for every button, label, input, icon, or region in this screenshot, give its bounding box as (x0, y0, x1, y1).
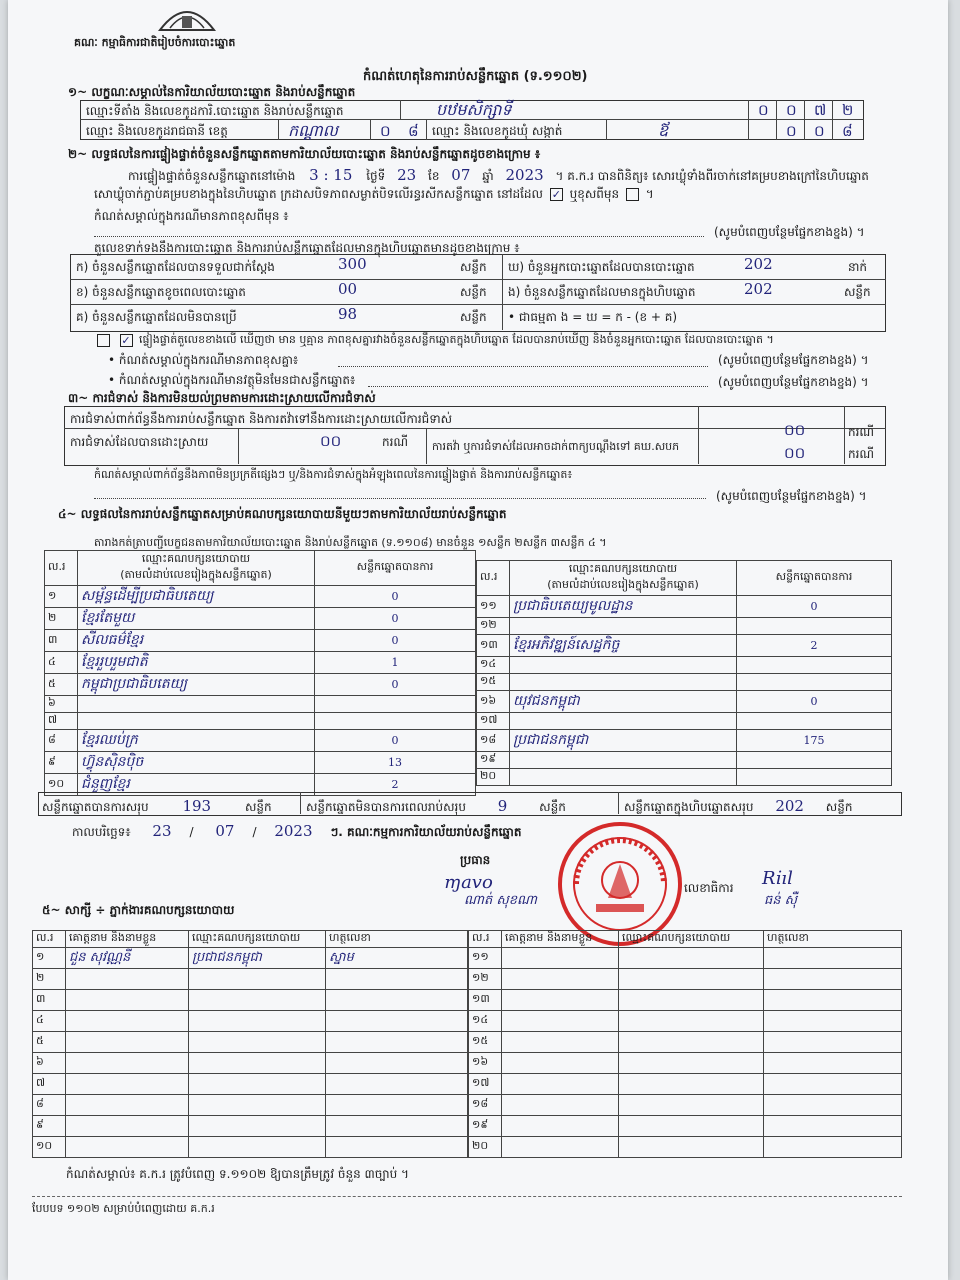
witness-party (619, 1053, 764, 1074)
date-year: 2023 (274, 822, 313, 840)
witness-signature (326, 969, 468, 990)
verify-time: 3 : 15 (309, 166, 353, 184)
verify-line: ការផ្ទៀងផ្ទាត់ចំនួនសន្លឹកឆ្នោតនៅម៉ោង 3 : 15 ថ្ងៃទី 23 ខែ 07 ឆ្នាំ 2023 ។ គ.ក.រ បានពិនិត្យ៖ សោរឃ្លុំទាំងពីរចាក់នៅគម្របខាងក្រៅនៃហិបឆ្នោត (128, 166, 869, 184)
col-no-right: ល.រ (477, 561, 510, 596)
row-number: ១៨ (477, 730, 510, 752)
fig-e-label: ង) ចំនួនសន្លឹកឆ្នោតដែលមានក្នុងហិបឆ្នោត (508, 285, 696, 299)
fig-c-value: 98 (338, 305, 358, 323)
witness-party: ប្រជាជនកម្ពុជា (189, 948, 326, 969)
witness-row (33, 1053, 468, 1074)
row-number: ៩ (45, 752, 78, 774)
result-row (477, 752, 892, 769)
witness-row (469, 948, 902, 969)
witness-signature (326, 1032, 468, 1053)
witness-row (469, 1074, 902, 1095)
witness-signature (326, 1137, 468, 1158)
party-votes: 2 (737, 635, 892, 657)
row-number: ១៣ (477, 635, 510, 657)
witness-name: ជួន សុវណ្ណនី (66, 948, 189, 969)
witness-name (502, 1137, 619, 1158)
witness-row (469, 1095, 902, 1116)
party-name: ហ៊្វុនស៊ិនប៉ិច (78, 752, 315, 774)
col-votes: សន្លឹកឆ្នោតបានការ (315, 551, 476, 586)
party-votes: 0 (315, 630, 476, 652)
objection-row2b-value: ០០ (784, 444, 806, 462)
witness-party (189, 1011, 326, 1032)
secretary-signature: Rı̇ıl (762, 868, 793, 889)
witness-row (33, 990, 468, 1011)
witness-name (66, 1011, 189, 1032)
fig-b-label: ខ) ចំនួនសន្លឹកឆ្នោតខូចពេលបោះឆ្នោត (76, 285, 246, 299)
party-votes (737, 769, 892, 786)
footnote: កំណត់សម្គាល់៖ គ.ក.រ ត្រូវបំពេញ ទ.១១០២ ឱ្យបានត្រឹមត្រូវ ចំនួន ៣ច្បាប់ ។ (66, 1167, 409, 1181)
fig-b-unit: សន្លឹក (460, 285, 487, 299)
witness-row (469, 1053, 902, 1074)
witness-signature (764, 1137, 902, 1158)
witness-signature: ស្នាម (326, 948, 468, 969)
witness-signature (326, 1095, 468, 1116)
witness-row (33, 1116, 468, 1137)
result-row (477, 635, 892, 657)
results-table-left (44, 550, 476, 796)
witness-signature (326, 1011, 468, 1032)
witness-name (66, 1053, 189, 1074)
row-number: ២ (33, 969, 66, 990)
total-box-value: 202 (775, 797, 804, 815)
row-number: ១៥ (477, 674, 510, 691)
witness-party (189, 1116, 326, 1137)
party-votes (737, 752, 892, 769)
note-object: • កំណត់សម្គាល់ក្នុងករណីមានវត្ថុមិនមែនជាសន្លឹកឆ្នោត៖ (108, 373, 356, 387)
witness-table-left (32, 930, 468, 1158)
witness-row (33, 1032, 468, 1053)
witness-name (66, 1137, 189, 1158)
row-number: ១៦ (477, 691, 510, 713)
w-col-sign-right: ហត្ថលេខា (764, 931, 902, 948)
party-votes: 0 (315, 608, 476, 630)
row-number: ៥ (45, 674, 78, 696)
commune-code-2: ០ (814, 122, 825, 140)
fig-c-label: គ) ចំនួនសន្លឹកឆ្នោតដែលមិនបានប្រើ (76, 310, 237, 324)
party-name (78, 713, 315, 730)
fig-d-value: 202 (744, 255, 773, 273)
row-number: ២០ (477, 769, 510, 786)
party-name: ខ្មែរអភិវឌ្ឍន៍សេដ្ឋកិច្ច (510, 635, 737, 657)
witness-table-right (468, 930, 902, 1158)
row-number: ១០ (33, 1137, 66, 1158)
party-votes (315, 696, 476, 713)
witness-party (189, 1074, 326, 1095)
party-votes: 0 (315, 730, 476, 752)
row-number: ១១ (469, 948, 502, 969)
witness-signature (326, 1074, 468, 1095)
secretary-title: លេខាធិការ (684, 881, 734, 895)
objection-row2b-unit: ករណី (848, 447, 875, 461)
row-number: ១០ (45, 774, 78, 796)
date-day: 23 (152, 822, 172, 840)
row-number: ១៤ (469, 1011, 502, 1032)
result-row (477, 596, 892, 618)
add-note-4: (សូមបំពេញបន្ថែមផ្នែកខាងខ្នង) ។ (716, 489, 867, 503)
party-name (510, 674, 737, 691)
party-votes (737, 657, 892, 674)
party-votes: 0 (737, 596, 892, 618)
result-row (45, 696, 476, 713)
party-votes: 0 (737, 691, 892, 713)
witness-signature (326, 1053, 468, 1074)
witness-name (66, 1074, 189, 1095)
irregularity-note: កំណត់សម្គាល់ពាក់ព័ន្ធនឹងភាពមិនប្រក្រតីផ្សេងៗ ឬ/និងការជំទាស់ក្នុងអំឡុងពេលនៃការផ្ទៀងផ្ទាត់ និងការរាប់សន្លឹកឆ្នោត៖ (94, 468, 573, 481)
col-votes-right: សន្លឹកឆ្នោតបានការ (737, 561, 892, 596)
witness-row (33, 969, 468, 990)
witness-name (502, 1053, 619, 1074)
party-name: យុវជនកម្ពុជា (510, 691, 737, 713)
row-number: ៤ (45, 652, 78, 674)
objection-row2a: ការជំទាស់ដែលបានដោះស្រាយ (70, 435, 209, 449)
party-name (510, 618, 737, 635)
party-votes: 0 (315, 674, 476, 696)
same-checkbox[interactable]: ✓ (551, 188, 561, 201)
commune-value: ឪ (658, 121, 669, 140)
party-name: សម្ព័ន្ធដើម្បីប្រជាធិបតេយ្យ (78, 586, 315, 608)
witness-party (619, 948, 764, 969)
witness-row (469, 1137, 902, 1158)
row-number: ៨ (45, 730, 78, 752)
row-number: ២០ (469, 1137, 502, 1158)
fig-c-unit: សន្លឹក (460, 310, 487, 324)
witness-name (502, 1116, 619, 1137)
w-col-no: ល.រ (33, 931, 66, 948)
form-reference: បែបបទ ១១០២ សម្រាប់បំពេញដោយ គ.ក.រ (32, 1202, 215, 1215)
different-checkbox[interactable] (626, 188, 639, 201)
row-number: ១៦ (469, 1053, 502, 1074)
w-col-no-right: ល.រ (469, 931, 502, 948)
code-digit-1: ០ (758, 101, 769, 119)
witness-signature (764, 1032, 902, 1053)
witness-name (502, 1032, 619, 1053)
party-name: ប្រជាជនកម្ពុជា (510, 730, 737, 752)
objection-row2a-value: ០០ (320, 432, 342, 450)
result-row (477, 769, 892, 786)
witness-row (469, 1116, 902, 1137)
witness-name (66, 990, 189, 1011)
fig-e-unit: សន្លឹក (844, 285, 871, 299)
result-row (477, 691, 892, 713)
result-row (477, 657, 892, 674)
witness-party (189, 1137, 326, 1158)
row-number: ៩ (33, 1116, 66, 1137)
party-name: សីលធម៌ខ្មែរ (78, 630, 315, 652)
row-number: ៨ (33, 1095, 66, 1116)
col-party-right: ឈ្មោះគណបក្សនយោបាយ (តាមលំដាប់លេខរៀងក្នុងសន្លឹកឆ្នោត) (510, 561, 737, 596)
figures-intro: តួលេខទាក់ទងនឹងការបោះឆ្នោត និងការរាប់សន្លឹកឆ្នោតដែលមានក្នុងហិបឆ្នោតមានដូចខាងក្រោម ៖ (94, 241, 520, 255)
results-table-right (476, 560, 892, 786)
code-digit-2: ០ (786, 101, 797, 119)
party-name: ប្រជាធិបតេយ្យមូលដ្ឋាន (510, 596, 737, 618)
witness-party (619, 990, 764, 1011)
fig-d-label: ឃ) ចំនួនអ្នកបោះឆ្នោតដែលបានបោះឆ្នោត (508, 260, 695, 274)
witness-party (619, 1095, 764, 1116)
commune-code-1: ០ (786, 122, 797, 140)
w-col-name-right: គោត្តនាម និងនាមខ្លួន (502, 931, 619, 948)
row-number: ១២ (469, 969, 502, 990)
row-number: ១៥ (469, 1032, 502, 1053)
total-invalid: សន្លឹកឆ្នោតមិនបានការពេលរាប់សរុប 9 សន្លឹក (306, 797, 566, 815)
witness-signature (326, 1116, 468, 1137)
province-code-1: ០ (380, 122, 391, 140)
result-row (45, 674, 476, 696)
commune-label: ឈ្មោះ និងលេខកូដឃុំ សង្កាត់ (432, 124, 563, 138)
province-label: ឈ្មោះ និងលេខកូដរាជធានី ខេត្ត (86, 124, 228, 138)
check-line: ✓ ផ្ទៀងផ្ទាត់តួលេខខាងលើ ឃើញថា មាន ឬគ្មាន ភាពខុសគ្នារវាងចំនួនសន្លឹកឆ្នោតក្នុងហិបឆ្នោត ដែលបានរាប់ឃើញ និងចំនួនអ្នកបោះឆ្នោត ដែលបានបោះឆ្នោត ។ (94, 333, 774, 349)
w-col-sign: ហត្ថលេខា (326, 931, 468, 948)
row-number: ១២ (477, 618, 510, 635)
result-row (477, 674, 892, 691)
fig-a-unit: សន្លឹក (460, 260, 487, 274)
witness-row (33, 1011, 468, 1032)
location-label: ឈ្មោះទីតាំង និងលេខកូដការិ.បោះឆ្នោត និងរាប់សន្លឹកឆ្នោត (86, 104, 344, 118)
add-note-2: (សូមបំពេញបន្ថែមផ្នែកខាងខ្នង) ។ (718, 353, 869, 367)
verify-day: 23 (397, 166, 417, 184)
witness-signature (764, 1074, 902, 1095)
row-number: ៣ (33, 990, 66, 1011)
row-number: ៦ (33, 1053, 66, 1074)
objection-row2a-unit: ករណី (382, 435, 409, 449)
diff-note-label: កំណត់សម្គាល់ក្នុងករណីមានភាពខុសពីមុន ៖ (94, 209, 289, 223)
witness-row (33, 1074, 468, 1095)
row-number: ១៣ (469, 990, 502, 1011)
add-note-1: (សូមបំពេញបន្ថែមផ្នែកខាងខ្នង) ។ (714, 225, 865, 239)
fig-a-label: ក) ចំនួនសន្លឹកឆ្នោតដែលបានទទួលជាក់ស្ដែង (76, 260, 275, 274)
section3-heading: ៣~ ការជំទាស់ និងការមិនយល់ព្រមតាមការដោះស្រាយលើការជំទាស់ (68, 391, 376, 405)
witness-row (33, 1095, 468, 1116)
party-votes: 13 (315, 752, 476, 774)
row-number: ៧ (33, 1074, 66, 1095)
verify-month: 07 (451, 166, 471, 184)
diff-no-checkbox[interactable]: ✓ (121, 333, 131, 347)
witness-party (619, 1074, 764, 1095)
party-votes: 175 (737, 730, 892, 752)
chair-name: ណាត់ សុខណា (464, 893, 538, 908)
party-name: ខ្មែរតែមួយ (78, 608, 315, 630)
sheets-line: តារាងកត់ត្រាបញ្ជីបេក្ខជនតាមការិយាល័យបោះឆ្នោត និងរាប់សន្លឹកឆ្នោត (ទ.១១០៨) មានចំនួន ១សន្លឹក ២សន្លឹក ៣សន្លឹក ៤ ។ (94, 536, 607, 549)
result-row (477, 618, 892, 635)
witness-party (619, 1116, 764, 1137)
section5-heading: ៥~ សាក្សី ÷ ភ្នាក់ងារគណបក្សនយោបាយ (42, 903, 235, 917)
party-name (78, 696, 315, 713)
col-party: ឈ្មោះគណបក្សនយោបាយ (តាមលំដាប់លេខរៀងក្នុងសន្លឹកឆ្នោត) (78, 551, 315, 586)
witness-party (189, 1095, 326, 1116)
row-number: ៧ (45, 713, 78, 730)
result-row (45, 713, 476, 730)
row-number: ១១ (477, 596, 510, 618)
witness-name (66, 1032, 189, 1053)
witness-party (619, 1137, 764, 1158)
party-name (510, 713, 737, 730)
w-col-party-right: ឈ្មោះគណបក្សនយោបាយ (619, 931, 764, 948)
party-votes: 2 (315, 774, 476, 796)
fig-e-value: 202 (744, 280, 773, 298)
result-row (477, 730, 892, 752)
fig-formula: • ជាធម្មតា ង = ឃ = ក - (ខ + គ) (508, 310, 678, 324)
party-name (510, 769, 737, 786)
party-votes: 1 (315, 652, 476, 674)
province-value: កណ្ដាល (288, 121, 338, 140)
verify-year: 2023 (505, 166, 544, 184)
row-number: ៦ (45, 696, 78, 713)
row-number: ២ (45, 608, 78, 630)
org-line: គណៈ កម្មាធិការជាតិរៀបចំការបោះឆ្នោត (74, 36, 236, 49)
province-code-2: ៨ (408, 122, 419, 140)
row-number: ១៨ (469, 1095, 502, 1116)
note-diff: • កំណត់សម្គាល់ក្នុងករណីមានភាពខុសគ្នា៖ (108, 353, 299, 367)
total-valid: សន្លឹកឆ្នោតបានការសរុប 193 សន្លឹក (42, 797, 272, 815)
section4-heading: ៤~ លទ្ធផលនៃការរាប់សន្លឹកឆ្នោតសម្រាប់គណបក្សនយោបាយនីមួយៗតាមការិយាល័យរាប់សន្លឹកឆ្នោត (58, 507, 507, 521)
col-no: ល.រ (45, 551, 78, 586)
code-digit-4: ២ (842, 101, 854, 119)
row-number: ៣ (45, 630, 78, 652)
witness-party (189, 990, 326, 1011)
chair-signature: ɱavo (444, 872, 493, 893)
official-seal (556, 820, 684, 948)
witness-party (619, 1011, 764, 1032)
party-votes: 0 (315, 586, 476, 608)
w-col-name: គោត្តនាម និងនាមខ្លួន (66, 931, 189, 948)
total-invalid-value: 9 (497, 797, 508, 815)
row-number: ១ (45, 586, 78, 608)
form-page (8, 0, 948, 1280)
witness-signature (764, 990, 902, 1011)
party-name: ខ្មែររួបរួមជាតិ (78, 652, 315, 674)
commune-code-3: ៨ (842, 122, 853, 140)
location-value: បឋមសិក្សាទី (436, 100, 512, 119)
result-row (45, 608, 476, 630)
total-valid-value: 193 (182, 797, 212, 815)
fig-d-unit: នាក់ (848, 260, 868, 274)
witness-signature (764, 1116, 902, 1137)
party-name (510, 657, 737, 674)
fig-a-value: 300 (338, 255, 367, 273)
witness-name (502, 969, 619, 990)
row-number: ១៩ (469, 1116, 502, 1137)
date-line: កាលបរិច្ឆេទ៖ 23 / 07 / 2023 ៗ. គណៈកម្មការការិយាល័យរាប់សន្លឹកឆ្នោត (72, 822, 522, 840)
objection-row1-unit: ករណី (848, 425, 875, 439)
witness-name (66, 1095, 189, 1116)
party-name: ជំនួញខ្មែរ (78, 774, 315, 796)
nec-logo (156, 0, 218, 34)
section2-heading: ២~ លទ្ធផលនៃការផ្ទៀងផ្ទាត់ចំនួនសន្លឹកឆ្នោតតាមការិយាល័យបោះឆ្នោត និងរាប់សន្លឹកឆ្នោតដូចខាងក្រោម ៖ (68, 147, 541, 161)
witness-name (502, 1095, 619, 1116)
result-row (45, 730, 476, 752)
section1-heading: ១~ លក្ខណៈសម្គាល់នៃការិយាល័យបោះឆ្នោត និងរាប់សន្លឹកឆ្នោត (68, 85, 356, 99)
code-digit-3: ៧ (814, 101, 827, 119)
row-number: ១៤ (477, 657, 510, 674)
result-row (45, 630, 476, 652)
witness-signature (764, 948, 902, 969)
row-number: ១៩ (477, 752, 510, 769)
witness-row (469, 969, 902, 990)
seal-line: សោឃ្លុំចាក់ភ្ជាប់គម្របខាងក្នុងនៃហិបឆ្នោត ក្រដាសបិទភាពសម្ងាត់បិទលើរន្ធរសីកសន្លឹកឆ្នោត នៅដដែល ✓ ឬខុសពីមុន ។ (94, 187, 654, 201)
row-number: ១៧ (469, 1074, 502, 1095)
witness-party (189, 1053, 326, 1074)
witness-name (502, 1011, 619, 1032)
witness-signature (764, 1095, 902, 1116)
result-row (45, 652, 476, 674)
row-number: ១៧ (477, 713, 510, 730)
objection-row2b: ការតវ៉ា ឬការជំទាស់ដែលអាចដាក់ពាក្យបណ្ដឹងទៅ គឃ.សបភ (432, 440, 680, 453)
witness-row (33, 948, 468, 969)
secretary-name: ធន់ ស៊ឺ (764, 893, 798, 908)
witness-name (502, 1074, 619, 1095)
witness-party (189, 969, 326, 990)
total-box: សន្លឹកឆ្នោតក្នុងហិបឆ្នោតសរុប 202 សន្លឹក (624, 797, 853, 815)
party-votes (737, 713, 892, 730)
witness-name (502, 948, 619, 969)
result-row (45, 752, 476, 774)
add-note-3: (សូមបំពេញបន្ថែមផ្នែកខាងខ្នង) ។ (718, 375, 869, 389)
chair-title: ប្រធាន (460, 853, 491, 867)
witness-name (502, 990, 619, 1011)
party-name: ខ្មែរឈប់ក្រ (78, 730, 315, 752)
party-votes (315, 713, 476, 730)
witness-name (66, 1116, 189, 1137)
objection-row1: ការជំទាស់ពាក់ព័ន្ធនឹងការរាប់សន្លឹកឆ្នោត និងការតវ៉ាទៅនឹងការដោះស្រាយលើការជំទាស់ (70, 412, 453, 426)
witness-party (189, 1032, 326, 1053)
row-number: ៤ (33, 1011, 66, 1032)
w-col-party: ឈ្មោះគណបក្សនយោបាយ (189, 931, 326, 948)
witness-row (33, 1137, 468, 1158)
witness-party (619, 969, 764, 990)
witness-row (469, 1032, 902, 1053)
form-title: កំណត់ហេតុនៃការរាប់សន្លឹកឆ្នោត (ទ.១១០២) (363, 69, 588, 84)
row-number: ១ (33, 948, 66, 969)
witness-name (66, 969, 189, 990)
result-row (477, 713, 892, 730)
date-month: 07 (215, 822, 235, 840)
diff-yes-checkbox[interactable] (97, 334, 110, 347)
witness-signature (764, 969, 902, 990)
witness-party (619, 1032, 764, 1053)
fig-b-value: 00 (338, 280, 358, 298)
result-row (45, 586, 476, 608)
party-name: កម្ពុជាប្រជាធិបតេយ្យ (78, 674, 315, 696)
objection-row1-value: ០០ (784, 421, 806, 439)
party-votes (737, 674, 892, 691)
row-number: ៥ (33, 1032, 66, 1053)
witness-signature (764, 1053, 902, 1074)
witness-signature (764, 1011, 902, 1032)
party-votes (737, 618, 892, 635)
party-name (510, 752, 737, 769)
witness-row (469, 990, 902, 1011)
witness-row (469, 1011, 902, 1032)
witness-signature (326, 990, 468, 1011)
